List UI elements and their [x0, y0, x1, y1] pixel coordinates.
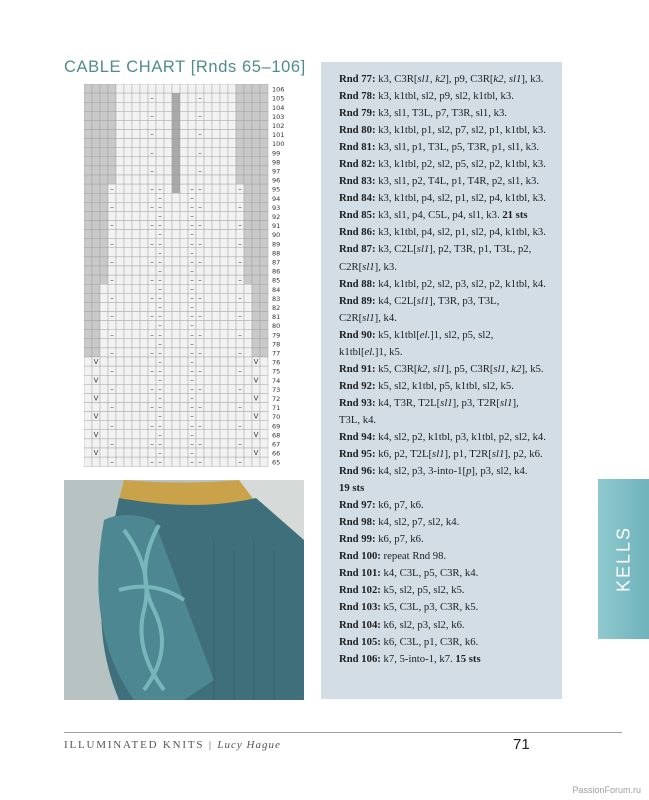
- svg-text:–: –: [190, 303, 194, 312]
- round-label: Rnd 101:: [339, 567, 384, 580]
- svg-text:–: –: [150, 294, 154, 303]
- round-label: Rnd 80:: [339, 124, 379, 137]
- svg-text:V: V: [253, 358, 259, 367]
- round-label: Rnd 106:: [339, 652, 384, 665]
- svg-text:–: –: [190, 267, 194, 276]
- svg-text:–: –: [158, 267, 162, 276]
- instruction-line: Rnd 81: k3, sl1, p1, T3L, p5, T3R, p1, sl1, k3.: [339, 141, 540, 154]
- svg-text:–: –: [110, 239, 114, 248]
- svg-text:–: –: [198, 239, 202, 248]
- svg-text:–: –: [198, 294, 202, 303]
- section-tab-label: KELLS: [613, 525, 633, 593]
- svg-text:–: –: [238, 421, 242, 430]
- svg-text:V: V: [93, 449, 99, 458]
- svg-text:–: –: [190, 221, 194, 230]
- svg-text:–: –: [198, 421, 202, 430]
- instruction-line: Rnd 77: k3, C3R[sl1, k2], p9, C3R[k2, sl1], k3.: [339, 73, 544, 85]
- instruction-line: Rnd 85: k3, sl1, p4, C5L, p4, sl1, k3. 21 sts: [339, 209, 528, 222]
- svg-text:–: –: [150, 312, 154, 321]
- book-title: ILLUMINATED KNITS: [64, 739, 205, 751]
- row-number-label: 94: [272, 194, 281, 203]
- svg-text:–: –: [158, 376, 162, 385]
- svg-text:–: –: [190, 321, 194, 330]
- round-label: Rnd 85:: [339, 209, 379, 222]
- instruction-line: Rnd 93: k4, T3R, T2L[sl1], p3, T2R[sl1],: [339, 396, 519, 409]
- svg-text:–: –: [238, 440, 242, 448]
- svg-text:–: –: [198, 148, 202, 157]
- row-number-label: 87: [272, 258, 281, 267]
- row-number-label: 83: [272, 294, 281, 303]
- round-label: Rnd 87:: [339, 243, 379, 256]
- row-number-label: 66: [272, 449, 281, 458]
- svg-text:–: –: [150, 403, 154, 412]
- svg-text:–: –: [150, 203, 154, 212]
- svg-text:–: –: [190, 185, 194, 194]
- svg-text:–: –: [190, 394, 194, 403]
- svg-text:–: –: [238, 403, 242, 412]
- chart-title: CABLE CHART [Rnds 65–106]: [64, 58, 306, 76]
- row-number-label: 65: [272, 458, 281, 467]
- svg-text:–: –: [158, 394, 162, 403]
- svg-text:–: –: [190, 330, 194, 339]
- round-label: Rnd 77:: [339, 73, 379, 85]
- svg-text:–: –: [158, 440, 162, 448]
- svg-text:–: –: [150, 367, 154, 376]
- instruction-line: Rnd 87: k3, C2L[sl1], p2, T3R, p1, T3L, p2,: [339, 243, 532, 256]
- row-number-label: 74: [272, 376, 281, 385]
- svg-text:–: –: [110, 458, 114, 467]
- footer-rule: [64, 732, 622, 733]
- svg-text:–: –: [190, 376, 194, 385]
- instruction-line: k1tbl[el.]1, k5.: [339, 345, 403, 358]
- instruction-line: Rnd 102: k5, sl2, p5, sl2, k5.: [339, 584, 465, 597]
- svg-text:–: –: [190, 230, 194, 239]
- svg-text:–: –: [190, 276, 194, 285]
- svg-text:V: V: [93, 412, 99, 421]
- round-label: Rnd 84:: [339, 192, 379, 205]
- section-tab: [598, 479, 649, 639]
- row-number-label: 88: [272, 249, 281, 258]
- row-number-label: 100: [272, 140, 285, 149]
- row-number-label: 95: [272, 185, 281, 194]
- svg-text:–: –: [190, 412, 194, 421]
- svg-text:–: –: [198, 403, 202, 412]
- svg-text:–: –: [158, 349, 162, 357]
- svg-text:–: –: [158, 421, 162, 430]
- author-name: Lucy Hague: [217, 739, 281, 751]
- svg-text:–: –: [158, 239, 162, 248]
- instruction-line: Rnd 106: k7, 5-into-1, k7. 15 sts: [339, 652, 481, 665]
- instruction-line: Rnd 88: k4, k1tbl, p2, sl2, p3, sl2, p2, k1tbl, k4.: [339, 277, 546, 290]
- svg-text:–: –: [238, 258, 242, 266]
- instruction-line: Rnd 97: k6, p7, k6.: [339, 499, 424, 512]
- row-number-label: 67: [272, 440, 281, 449]
- svg-text:–: –: [158, 294, 162, 303]
- svg-text:–: –: [198, 112, 202, 121]
- row-number-label: 102: [272, 122, 285, 130]
- chart-row-labels: [272, 86, 284, 467]
- svg-text:V: V: [253, 394, 259, 403]
- svg-text:–: –: [158, 403, 162, 412]
- svg-text:–: –: [158, 221, 162, 230]
- svg-text:–: –: [158, 185, 162, 194]
- svg-text:–: –: [198, 330, 202, 339]
- instruction-line: Rnd 91: k5, C3R[k2, sl1], p5, C3R[sl1, k2], k5.: [339, 362, 544, 375]
- round-label: Rnd 99:: [339, 533, 379, 546]
- row-number-label: 78: [272, 340, 281, 349]
- row-number-label: 90: [272, 231, 281, 240]
- svg-text:V: V: [253, 412, 259, 421]
- svg-text:–: –: [150, 94, 154, 103]
- svg-text:–: –: [110, 440, 114, 448]
- svg-text:–: –: [158, 449, 162, 458]
- svg-text:–: –: [150, 385, 154, 394]
- svg-text:–: –: [198, 94, 202, 103]
- row-number-label: 97: [272, 167, 281, 176]
- row-number-label: 76: [272, 358, 281, 367]
- svg-text:–: –: [238, 185, 242, 194]
- row-number-label: 72: [272, 395, 281, 403]
- row-number-label: 84: [272, 285, 281, 294]
- svg-text:–: –: [158, 203, 162, 212]
- svg-text:–: –: [158, 276, 162, 285]
- svg-text:–: –: [150, 330, 154, 339]
- svg-text:–: –: [150, 239, 154, 248]
- svg-text:V: V: [253, 430, 259, 439]
- instruction-line: Rnd 94: k4, sl2, p2, k1tbl, p3, k1tbl, p2, sl2, k4.: [339, 430, 546, 443]
- svg-text:–: –: [198, 185, 202, 194]
- svg-text:–: –: [238, 221, 242, 230]
- svg-text:V: V: [253, 376, 259, 385]
- svg-text:–: –: [198, 130, 202, 139]
- svg-text:V: V: [253, 449, 259, 458]
- svg-text:–: –: [238, 458, 242, 467]
- svg-text:–: –: [110, 185, 114, 194]
- svg-text:–: –: [158, 412, 162, 421]
- svg-text:–: –: [198, 258, 202, 266]
- svg-text:–: –: [190, 358, 194, 367]
- row-number-label: 69: [272, 422, 281, 431]
- round-label: Rnd 79:: [339, 107, 379, 120]
- round-label: Rnd 93:: [339, 396, 379, 409]
- svg-text:–: –: [190, 248, 194, 257]
- row-number-label: 77: [272, 349, 281, 358]
- instruction-line: Rnd 86: k3, k1tbl, p4, sl2, p1, sl2, p4, k1tbl, k3.: [339, 226, 546, 239]
- svg-text:–: –: [110, 349, 114, 357]
- instruction-line: Rnd 99: k6, p7, k6.: [339, 533, 424, 546]
- svg-text:–: –: [158, 194, 162, 203]
- row-number-label: 82: [272, 304, 281, 312]
- running-footer: [64, 739, 281, 751]
- svg-text:–: –: [150, 349, 154, 357]
- page-number: 71: [513, 736, 530, 753]
- svg-text:–: –: [190, 339, 194, 348]
- instruction-line: Rnd 96: k4, sl2, p3, 3-into-1[p], p3, sl2, k4.: [339, 465, 528, 478]
- svg-text:–: –: [190, 203, 194, 212]
- svg-text:–: –: [150, 421, 154, 430]
- row-number-label: 89: [272, 240, 281, 249]
- svg-text:–: –: [150, 185, 154, 194]
- round-label: Rnd 98:: [339, 516, 379, 529]
- svg-text:–: –: [238, 385, 242, 394]
- svg-text:–: –: [158, 321, 162, 330]
- row-number-label: 80: [272, 322, 281, 331]
- chart-grid: [84, 84, 268, 466]
- svg-text:–: –: [110, 276, 114, 285]
- instruction-line: 19 sts: [339, 482, 365, 495]
- svg-text:–: –: [158, 212, 162, 221]
- instruction-line: Rnd 79: k3, sl1, T3L, p7, T3R, sl1, k3.: [339, 107, 507, 120]
- svg-text:–: –: [150, 148, 154, 157]
- row-number-label: 79: [272, 331, 281, 340]
- instruction-line: Rnd 100: repeat Rnd 98.: [339, 550, 447, 563]
- round-label: Rnd 96:: [339, 465, 379, 478]
- svg-text:–: –: [190, 449, 194, 458]
- watermark: PassionForum.ru: [572, 785, 641, 795]
- svg-text:–: –: [150, 112, 154, 121]
- cable-chart: [84, 84, 290, 470]
- row-number-label: 99: [272, 149, 281, 158]
- svg-text:–: –: [110, 403, 114, 412]
- svg-text:–: –: [158, 258, 162, 266]
- svg-text:–: –: [150, 167, 154, 175]
- instruction-line: Rnd 92: k5, sl2, k1tbl, p5, k1tbl, sl2, k5.: [339, 379, 514, 392]
- svg-text:–: –: [110, 385, 114, 394]
- svg-text:–: –: [190, 367, 194, 376]
- svg-text:–: –: [110, 367, 114, 376]
- round-label: Rnd 81:: [339, 141, 379, 154]
- svg-text:–: –: [198, 440, 202, 448]
- svg-text:–: –: [158, 303, 162, 312]
- instruction-line: Rnd 104: k6, sl2, p3, sl2, k6.: [339, 618, 465, 631]
- svg-text:–: –: [190, 258, 194, 266]
- svg-text:–: –: [110, 203, 114, 212]
- round-label: Rnd 94:: [339, 430, 379, 443]
- instruction-line: Rnd 82: k3, k1tbl, p2, sl2, p5, sl2, p2, k1tbl, k3.: [339, 158, 546, 171]
- row-number-label: 73: [272, 385, 281, 394]
- round-label: Rnd 97:: [339, 499, 379, 512]
- instruction-line: Rnd 103: k5, C3L, p3, C3R, k5.: [339, 601, 479, 614]
- svg-text:–: –: [198, 221, 202, 230]
- round-label: Rnd 88:: [339, 277, 379, 290]
- instruction-line: Rnd 80: k3, k1tbl, p1, sl2, p7, sl2, p1, k1tbl, k3.: [339, 124, 546, 137]
- row-number-label: 92: [272, 213, 281, 221]
- svg-text:–: –: [158, 230, 162, 239]
- row-number-label: 93: [272, 203, 281, 212]
- instruction-line: C2R[sl1], k3.: [339, 260, 397, 273]
- svg-text:–: –: [198, 276, 202, 285]
- instruction-line: Rnd 98: k4, sl2, p7, sl2, k4.: [339, 516, 460, 529]
- round-label: Rnd 103:: [339, 601, 384, 614]
- round-label: Rnd 86:: [339, 226, 379, 239]
- row-number-label: 71: [272, 404, 281, 413]
- instruction-line: Rnd 105: k6, C3L, p1, C3R, k6.: [339, 635, 479, 648]
- svg-text:–: –: [158, 312, 162, 321]
- svg-text:–: –: [158, 248, 162, 257]
- row-number-label: 70: [272, 413, 281, 422]
- instruction-line: Rnd 90: k5, k1tbl[el.]1, sl2, p5, sl2,: [339, 328, 494, 341]
- instruction-line: Rnd 95: k6, p2, T2L[sl1], p1, T2R[sl1], p2, k6.: [339, 448, 543, 461]
- svg-text:–: –: [198, 203, 202, 212]
- round-label: Rnd 100:: [339, 550, 384, 563]
- sweater-illustration: [64, 480, 304, 700]
- svg-text:–: –: [110, 330, 114, 339]
- svg-text:–: –: [110, 221, 114, 230]
- svg-text:–: –: [238, 294, 242, 303]
- round-label: Rnd 92:: [339, 379, 379, 392]
- svg-text:–: –: [190, 385, 194, 394]
- svg-text:–: –: [190, 440, 194, 448]
- row-number-label: 75: [272, 367, 281, 376]
- svg-text:–: –: [190, 403, 194, 412]
- footer-separator: |: [208, 739, 213, 751]
- svg-text:–: –: [190, 430, 194, 439]
- row-number-label: 86: [272, 267, 281, 276]
- svg-text:–: –: [150, 458, 154, 467]
- svg-text:–: –: [190, 239, 194, 248]
- round-label: Rnd 91:: [339, 362, 379, 375]
- round-label: Rnd 83:: [339, 175, 379, 188]
- svg-text:–: –: [150, 440, 154, 448]
- round-label: Rnd 78:: [339, 90, 379, 103]
- round-label: Rnd 82:: [339, 158, 379, 171]
- svg-text:–: –: [238, 349, 242, 357]
- svg-text:–: –: [190, 294, 194, 303]
- svg-text:V: V: [93, 358, 99, 367]
- svg-text:–: –: [190, 312, 194, 321]
- svg-text:–: –: [238, 276, 242, 285]
- svg-text:–: –: [110, 294, 114, 303]
- row-number-label: 98: [272, 158, 281, 167]
- instruction-line: Rnd 101: k4, C3L, p5, C3R, k4.: [339, 567, 479, 580]
- svg-text:–: –: [190, 212, 194, 221]
- svg-text:–: –: [110, 312, 114, 321]
- svg-text:–: –: [238, 312, 242, 321]
- svg-text:–: –: [110, 421, 114, 430]
- instruction-line: T3L, k4.: [339, 413, 377, 426]
- svg-text:–: –: [198, 349, 202, 357]
- row-number-label: 105: [272, 94, 285, 103]
- svg-text:–: –: [190, 458, 194, 467]
- svg-text:–: –: [198, 385, 202, 394]
- instruction-line: Rnd 84: k3, k1tbl, p4, sl2, p1, sl2, p4, k1tbl, k3.: [339, 192, 546, 205]
- svg-text:–: –: [158, 339, 162, 348]
- round-label: Rnd 102:: [339, 584, 384, 597]
- round-label: Rnd 95:: [339, 448, 379, 461]
- svg-text:–: –: [158, 330, 162, 339]
- svg-text:–: –: [158, 430, 162, 439]
- svg-text:–: –: [158, 285, 162, 294]
- svg-text:–: –: [190, 194, 194, 203]
- svg-text:–: –: [190, 285, 194, 294]
- row-number-label: 103: [272, 112, 285, 121]
- round-label: Rnd 89:: [339, 294, 379, 307]
- sweater-photo: [64, 480, 304, 700]
- row-number-label: 81: [272, 313, 281, 322]
- row-number-label: 106: [272, 85, 285, 94]
- svg-text:V: V: [93, 394, 99, 403]
- round-label: Rnd 104:: [339, 618, 384, 631]
- row-number-label: 96: [272, 176, 281, 185]
- instruction-line: C2R[sl1], k4.: [339, 311, 397, 324]
- svg-text:–: –: [150, 221, 154, 230]
- svg-text:–: –: [198, 312, 202, 321]
- svg-text:V: V: [93, 376, 99, 385]
- svg-text:–: –: [190, 349, 194, 357]
- svg-text:–: –: [150, 276, 154, 285]
- svg-text:–: –: [190, 421, 194, 430]
- row-number-label: 68: [272, 431, 281, 440]
- row-number-label: 104: [272, 103, 285, 112]
- svg-text:–: –: [198, 367, 202, 376]
- svg-text:–: –: [198, 458, 202, 467]
- instruction-line: Rnd 78: k3, k1tbl, sl2, p9, sl2, k1tbl, k3.: [339, 90, 514, 103]
- svg-text:–: –: [238, 367, 242, 376]
- round-label: Rnd 105:: [339, 635, 384, 648]
- svg-text:–: –: [158, 385, 162, 394]
- svg-text:–: –: [150, 258, 154, 266]
- instruction-line: Rnd 89: k4, C2L[sl1], T3R, p3, T3L,: [339, 294, 500, 307]
- round-label: Rnd 90:: [339, 328, 379, 341]
- row-number-label: 91: [272, 222, 281, 231]
- svg-text:–: –: [158, 367, 162, 376]
- svg-text:–: –: [238, 330, 242, 339]
- svg-text:–: –: [238, 239, 242, 248]
- svg-text:–: –: [158, 458, 162, 467]
- round-instructions: [339, 71, 551, 668]
- instruction-line: Rnd 83: k3, sl1, p2, T4L, p1, T4R, p2, sl1, k3.: [339, 175, 540, 188]
- svg-text:–: –: [238, 203, 242, 212]
- row-number-label: 101: [272, 131, 285, 140]
- row-number-label: 85: [272, 276, 281, 285]
- svg-text:–: –: [198, 167, 202, 175]
- svg-text:V: V: [93, 430, 99, 439]
- svg-text:–: –: [150, 130, 154, 139]
- svg-text:–: –: [110, 258, 114, 266]
- svg-text:–: –: [158, 358, 162, 367]
